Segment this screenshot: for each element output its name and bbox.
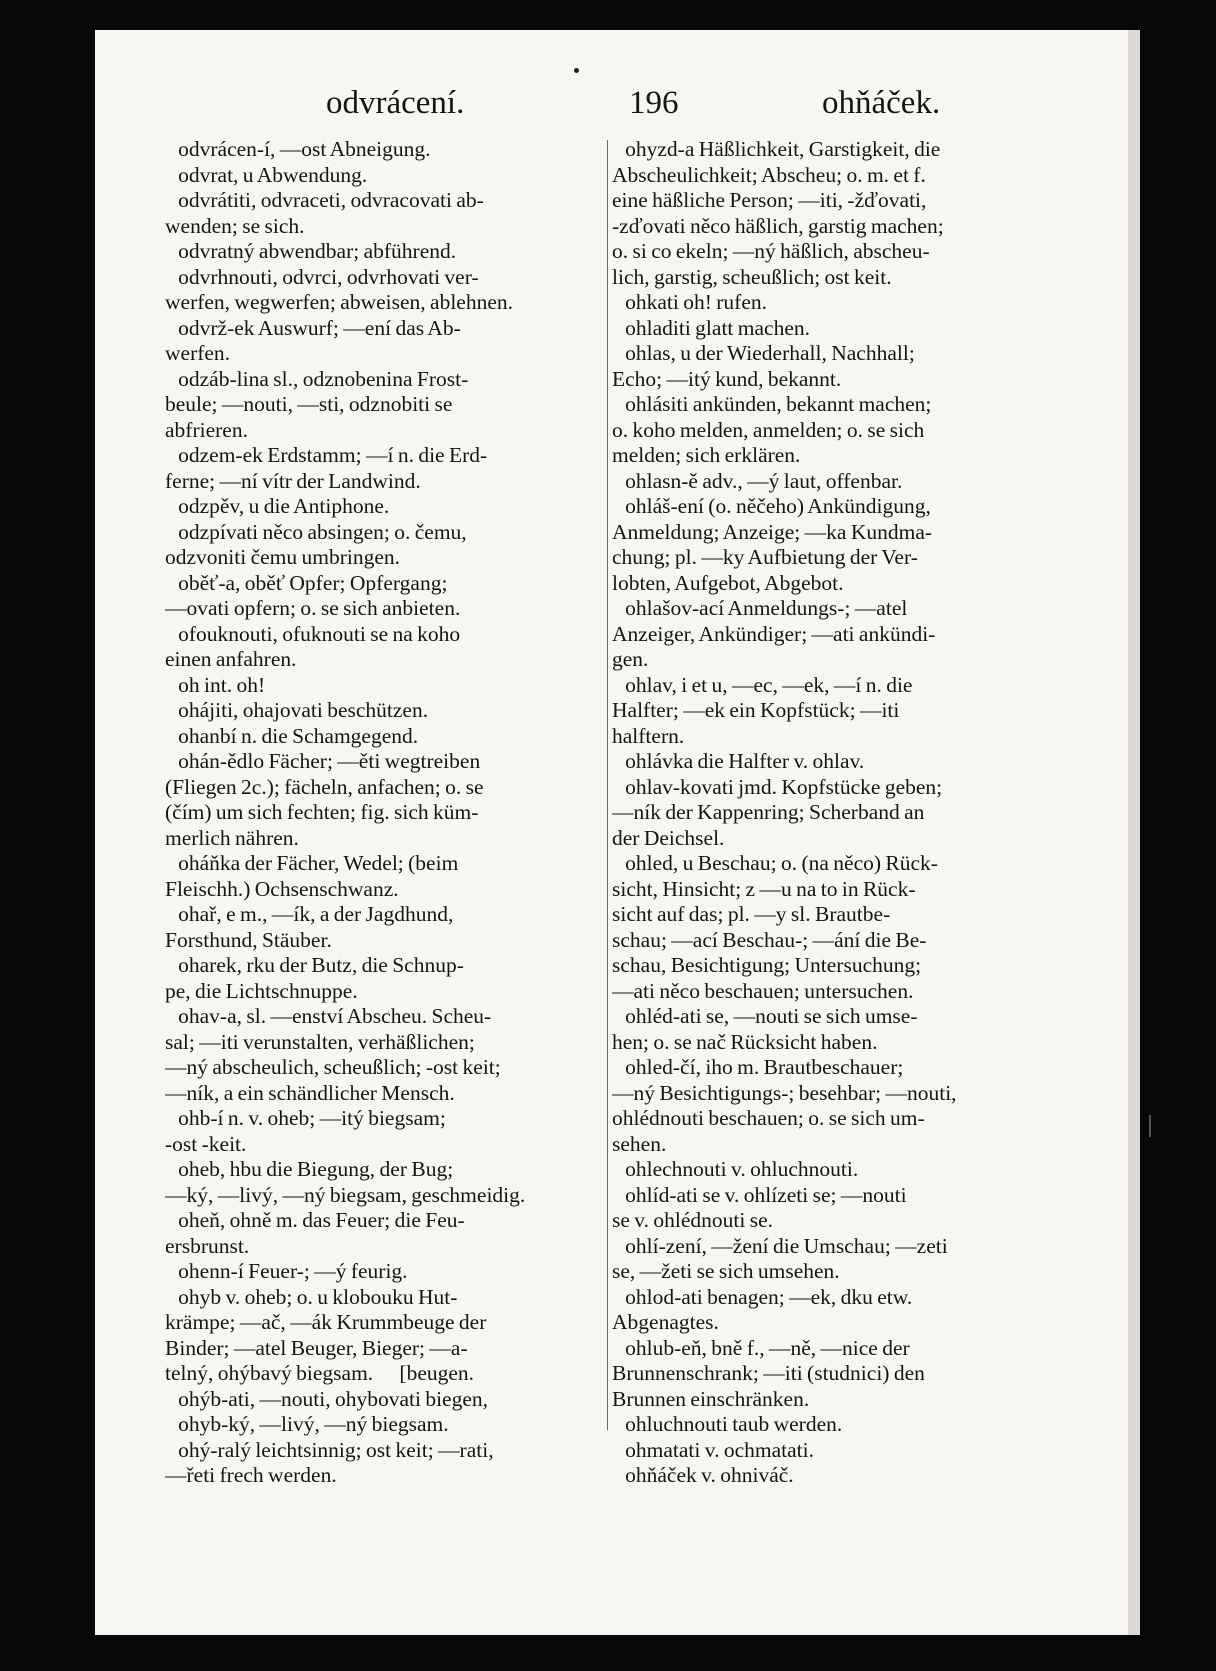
entry-line: Halfter; —ek ein Kopfstück; —iti: [612, 698, 900, 722]
entry-line: (čím) um sich fechten; fig. sich küm-: [165, 800, 479, 824]
entry-line: hen; o. se nač Rücksicht haben.: [612, 1029, 878, 1054]
entry-line: ohý-ralý leichtsinnig; ost keit; —rati,: [165, 1437, 494, 1462]
left-guide-word: odvrácení.: [326, 85, 465, 121]
entry-line: ohkati oh! rufen.: [612, 290, 768, 314]
entry-line: oběť-a, oběť Opfer; Opfergang;: [165, 570, 448, 595]
entry-line: odvrat, u Abwendung.: [165, 162, 368, 187]
entry-line: ohyb-ký, —livý, —ný biegsam.: [165, 1412, 449, 1436]
entry-line: se, —žeti se sich umsehen.: [612, 1259, 840, 1283]
entry-line: odzvoniti čemu umbringen.: [165, 545, 401, 569]
entry-line: ohanbí n. die Schamgegend.: [165, 723, 419, 748]
entry-line: ohlásiti ankünden, bekannt machen;: [612, 392, 932, 416]
entry-line: lich, garstig, scheußlich; ost keit.: [612, 264, 892, 289]
entry-line: Forsthund, Stäuber.: [165, 927, 332, 952]
left-column: [165, 137, 610, 1489]
entry-line: werfen.: [165, 341, 231, 365]
entry-line: ohav-a, sl. —enství Abscheu. Scheu-: [165, 1004, 492, 1028]
entry-line: ohyb v. oheb; o. u klobouku Hut-: [165, 1284, 458, 1309]
entry-line: Abscheulichkeit; Abscheu; o. m. et f.: [612, 162, 926, 187]
entry-line: ohán-ědlo Fächer; —ěti wegtreiben: [165, 749, 481, 773]
entry-line: ohmatati v. ochmatati.: [612, 1437, 814, 1462]
entry-line: eine häßliche Person; —iti, -žďovati,: [612, 188, 927, 212]
margin-mark: [1149, 1115, 1151, 1137]
entry-line: einen anfahren.: [165, 647, 297, 671]
entry-line: halftern.: [612, 723, 685, 748]
entry-line: ohb-í n. v. oheb; —itý biegsam;: [165, 1106, 446, 1130]
entry-line: sicht, Hinsicht; z —u na to in Rück-: [612, 876, 916, 901]
dictionary-page: [95, 30, 1140, 1635]
entry-line: ohlechnouti v. ohluchnouti.: [612, 1157, 859, 1181]
entry-line: oharek, rku der Butz, die Schnup-: [165, 953, 464, 977]
entry-line: lobten, Aufgebot, Abgebot.: [612, 570, 844, 595]
entry-line: oháňka der Fächer, Wedel; (beim: [165, 851, 459, 875]
entry-line: —ký, —livý, —ný biegsam, geschmeidig.: [165, 1182, 526, 1207]
entry-line: (Fliegen 2c.); fächeln, anfachen; o. se: [165, 774, 484, 799]
entry-line: ohluchnouti taub werden.: [612, 1412, 843, 1436]
entry-line: abfrieren.: [165, 417, 248, 442]
entry-line: odzpívati něco absingen; o. čemu,: [165, 519, 467, 544]
entry-line: Echo; —itý kund, bekannt.: [612, 366, 842, 391]
page-edge: [1128, 30, 1140, 1635]
entry-line: beule; —nouti, —sti, odznobiti se: [165, 392, 453, 416]
entry-line: sal; —iti verunstalten, verhäßlichen;: [165, 1029, 475, 1054]
page-header: [95, 85, 1140, 135]
entry-line: ohléd-ati se, —nouti se sich umse-: [612, 1004, 918, 1028]
entry-line: oh int. oh!: [165, 672, 266, 697]
entry-line: odvrhnouti, odvrci, odvrhovati ver-: [165, 264, 479, 289]
entry-line: se v. ohlédnouti se.: [612, 1208, 774, 1232]
entry-line: ohlod-ati benagen; —ek, dku etw.: [612, 1284, 913, 1309]
entry-line: —ník, a ein schändlicher Mensch.: [165, 1080, 455, 1105]
entry-line: ohlas, u der Wiederhall, Nachhall;: [612, 341, 915, 365]
page-number: 196: [629, 85, 679, 121]
entry-line: Binder; —atel Beuger, Bieger; —a-: [165, 1335, 468, 1360]
entry-line: oheb, hbu die Biegung, der Bug;: [165, 1157, 454, 1181]
entry-line: odzpěv, u die Antiphone.: [165, 494, 390, 518]
entry-line: —ný abscheulich, scheußlich; -ost keit;: [165, 1055, 501, 1079]
entry-line: -ost -keit.: [165, 1131, 247, 1156]
entry-line: odvratný abwendbar; abführend.: [165, 239, 457, 263]
entry-line: o. koho melden, anmelden; o. se sich: [612, 417, 925, 442]
entry-line: —ati něco beschauen; untersuchen.: [612, 978, 914, 1003]
entry-line: ferne; —ní vítr der Landwind.: [165, 468, 421, 493]
entry-line: Brunnen einschränken.: [612, 1386, 810, 1411]
entry-line: odzem-ek Erdstamm; —í n. die Erd-: [165, 443, 488, 467]
entry-line: ohlávka die Halfter v. ohlav.: [612, 749, 865, 773]
entry-line: ohlub-eň, bně f., —ně, —nice der: [612, 1335, 910, 1360]
entry-line: —ný Besichtigungs-; besehbar; —nouti,: [612, 1080, 957, 1105]
entry-line: ohyzd-a Häßlichkeit, Garstigkeit, die: [612, 137, 941, 161]
entry-line: ohař, e m., —ík, a der Jagdhund,: [165, 902, 454, 926]
right-column: [612, 137, 1057, 1489]
entry-line: ohled-čí, iho m. Brautbeschauer;: [612, 1055, 904, 1079]
entry-line: Fleischh.) Ochsenschwanz.: [165, 876, 399, 901]
right-guide-word: ohňáček.: [822, 85, 941, 121]
entry-line: odvrž-ek Auswurf; —ení das Ab-: [165, 315, 461, 340]
entry-line: ohlasn-ě adv., —ý laut, offenbar.: [612, 468, 903, 493]
print-speck: [574, 68, 579, 73]
entry-line: -zďovati něco häßlich, garstig machen;: [612, 213, 944, 238]
entry-line: ohláš-ení (o. něčeho) Ankündigung,: [612, 494, 931, 518]
entry-line: merlich nähren.: [165, 825, 299, 850]
entry-line: ohladiti glatt machen.: [612, 315, 811, 340]
entry-line: ohenn-í Feuer-; —ý feurig.: [165, 1259, 408, 1283]
entry-line: wenden; se sich.: [165, 213, 305, 238]
entry-line: werfen, wegwerfen; abweisen, ablehnen.: [165, 290, 514, 314]
entry-line: gen.: [612, 647, 649, 671]
entry-line: Brunnenschrank; —iti (studnici) den: [612, 1361, 925, 1385]
entry-line: sehen.: [612, 1131, 667, 1156]
entry-line: ofouknouti, ofuknouti se na koho: [165, 621, 461, 646]
entry-line: Anzeiger, Ankündiger; —ati ankündi-: [612, 621, 936, 646]
entry-line: ohýb-ati, —nouti, ohybovati biegen,: [165, 1386, 489, 1411]
entry-line: ohájiti, ohajovati beschützen.: [165, 698, 429, 722]
entry-line: telný, ohýbavý biegsam. [beugen.: [165, 1361, 475, 1385]
entry-line: Anmeldung; Anzeige; —ka Kundma-: [612, 519, 933, 544]
entry-line: ersbrunst.: [165, 1233, 250, 1258]
entry-line: ohlédnouti beschauen; o. se sich um-: [612, 1106, 925, 1130]
entry-line: chung; pl. —ky Aufbietung der Ver-: [612, 545, 918, 569]
entry-line: ohlašov-ací Anmeldungs-; —atel: [612, 596, 908, 620]
entry-line: ohlav, i et u, —ec, —ek, —í n. die: [612, 672, 913, 697]
entry-line: odzáb-lina sl., odznobenina Frost-: [165, 366, 469, 391]
entry-line: —řeti frech werden.: [165, 1463, 337, 1487]
entry-line: sicht auf das; pl. —y sl. Brautbe-: [612, 902, 891, 926]
entry-line: o. si co ekeln; —ný häßlich, abscheu-: [612, 239, 930, 263]
entry-line: odvrátiti, odvraceti, odvracovati ab-: [165, 188, 484, 212]
entry-line: Abgenagtes.: [612, 1310, 719, 1334]
entry-line: pe, die Lichtschnuppe.: [165, 978, 358, 1003]
entry-line: krämpe; —ač, —ák Krummbeuge der: [165, 1310, 487, 1334]
entry-line: —ovati opfern; o. se sich anbieten.: [165, 596, 461, 620]
entry-line: der Deichsel.: [612, 825, 725, 850]
entry-line: ohňáček v. ohniváč.: [612, 1463, 794, 1487]
entry-line: ohlav-kovati jmd. Kopfstücke geben;: [612, 774, 943, 799]
entry-line: odvrácen-í, —ost Abneigung.: [165, 137, 431, 161]
entry-line: oheň, ohně m. das Feuer; die Feu-: [165, 1208, 465, 1232]
entry-line: melden; sich erklären.: [612, 443, 801, 467]
entry-line: ohlíd-ati se v. ohlízeti se; —nouti: [612, 1182, 907, 1207]
entry-line: schau, Besichtigung; Untersuchung;: [612, 953, 922, 977]
entry-line: ohled, u Beschau; o. (na něco) Rück-: [612, 851, 938, 875]
entry-line: schau; —ací Beschau-; —ání die Be-: [612, 927, 927, 952]
entry-line: —ník der Kappenring; Scherband an: [612, 800, 925, 824]
entry-line: ohlí-zení, —žení die Umschau; —zeti: [612, 1233, 948, 1258]
